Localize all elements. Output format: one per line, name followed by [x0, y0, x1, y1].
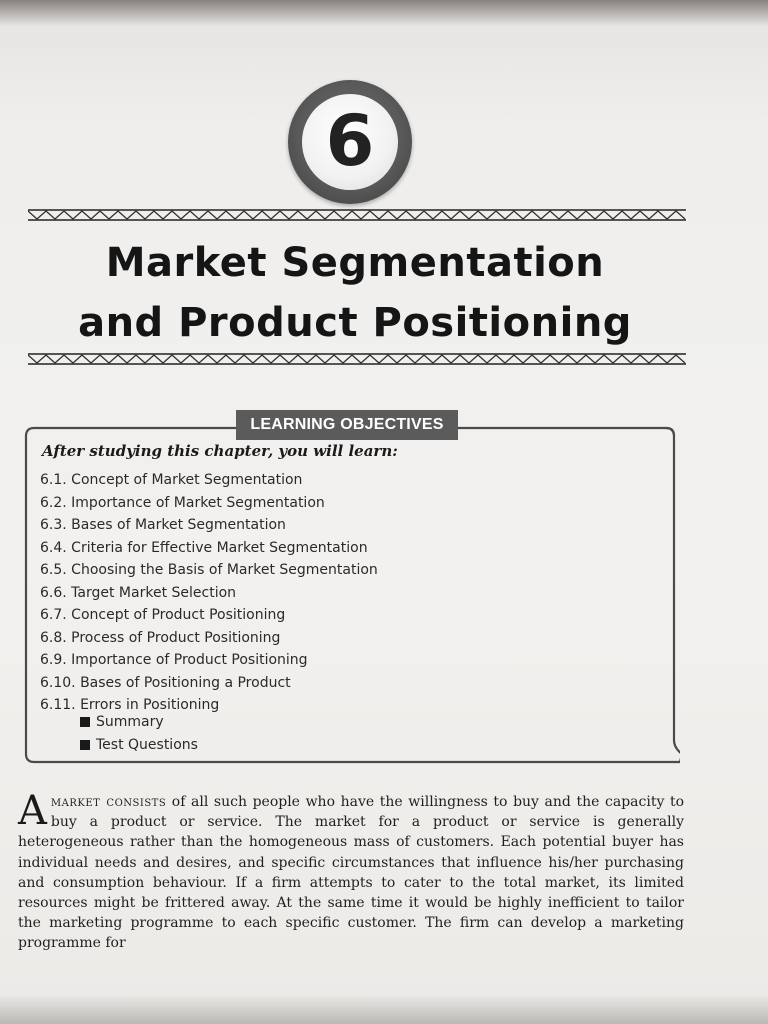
- list-item-test-questions: [80, 734, 198, 757]
- list-item: 6.6. Target Market Selection: [40, 584, 237, 601]
- list-item: 6.1. Concept of Market Segmentation: [40, 472, 303, 488]
- list-item: 6.4. Criteria for Effective Market Segmentation: [40, 539, 368, 556]
- test-questions-label: Test Questions: [96, 737, 198, 753]
- list-item: 6.7. Concept of Product Positioning: [40, 607, 286, 623]
- chapter-title-line-2: and Product Positioning: [78, 300, 632, 346]
- decorative-rule-top: [28, 208, 686, 222]
- zigzag-rule-graphic: [28, 352, 686, 366]
- list-item: 6.5. Choosing the Basis of Market Segmentation: [40, 562, 378, 578]
- list-item: 6.10. Bases of Positioning a Product: [40, 674, 291, 691]
- chapter-title-line-1: Market Segmentation: [105, 240, 605, 286]
- chapter-number-badge: [288, 80, 412, 204]
- opening-paragraph: [18, 788, 685, 954]
- learning-objectives-box: [20, 416, 680, 768]
- objectives-extras: [80, 711, 198, 757]
- chapter-number-disc: [302, 94, 398, 190]
- list-item-summary: [80, 711, 198, 734]
- chapter-number: 6: [325, 100, 375, 182]
- zigzag-rule-graphic: [28, 208, 686, 222]
- objectives-list: [40, 469, 378, 717]
- page-edge-shadow: [0, 0, 768, 26]
- paragraph-text: of all such people who have the willingness to buy and the capacity to buy a product or service. The market for a product or service is generally heterogeneous rather than the homogeneous mass of customers. Each potential buyer has individual needs and desires, and specific circumstances that influence his/her purchasing and consumption behaviour. If a firm attempts to cater to the total market, its limited resources might be frittered away. At the same time it would be highly inefficient to tailor the marketing programme to each specific customer. The firm can develop a marketing programme for: [18, 794, 685, 952]
- list-item: 6.9. Importance of Product Positioning: [40, 652, 308, 668]
- objectives-intro: After studying this chapter, you will learn:: [42, 442, 398, 460]
- decorative-rule-bottom: [28, 352, 686, 366]
- list-item: 6.2. Importance of Market Segmentation: [40, 494, 325, 511]
- square-bullet-icon: [80, 740, 90, 750]
- square-bullet-icon: [80, 717, 90, 727]
- list-item: 6.3. Bases of Market Segmentation: [40, 517, 286, 533]
- summary-label: Summary: [96, 714, 164, 730]
- list-item: 6.8. Process of Product Positioning: [40, 629, 281, 646]
- page-bottom-shadow: [0, 994, 768, 1024]
- lead-in-smallcaps: market consists: [50, 794, 167, 810]
- list-item: 6.11. Errors in Positioning: [40, 697, 220, 713]
- drop-cap: A: [18, 788, 47, 834]
- learning-objectives-heading: LEARNING OBJECTIVES: [236, 410, 458, 440]
- body-paragraph: [18, 788, 685, 954]
